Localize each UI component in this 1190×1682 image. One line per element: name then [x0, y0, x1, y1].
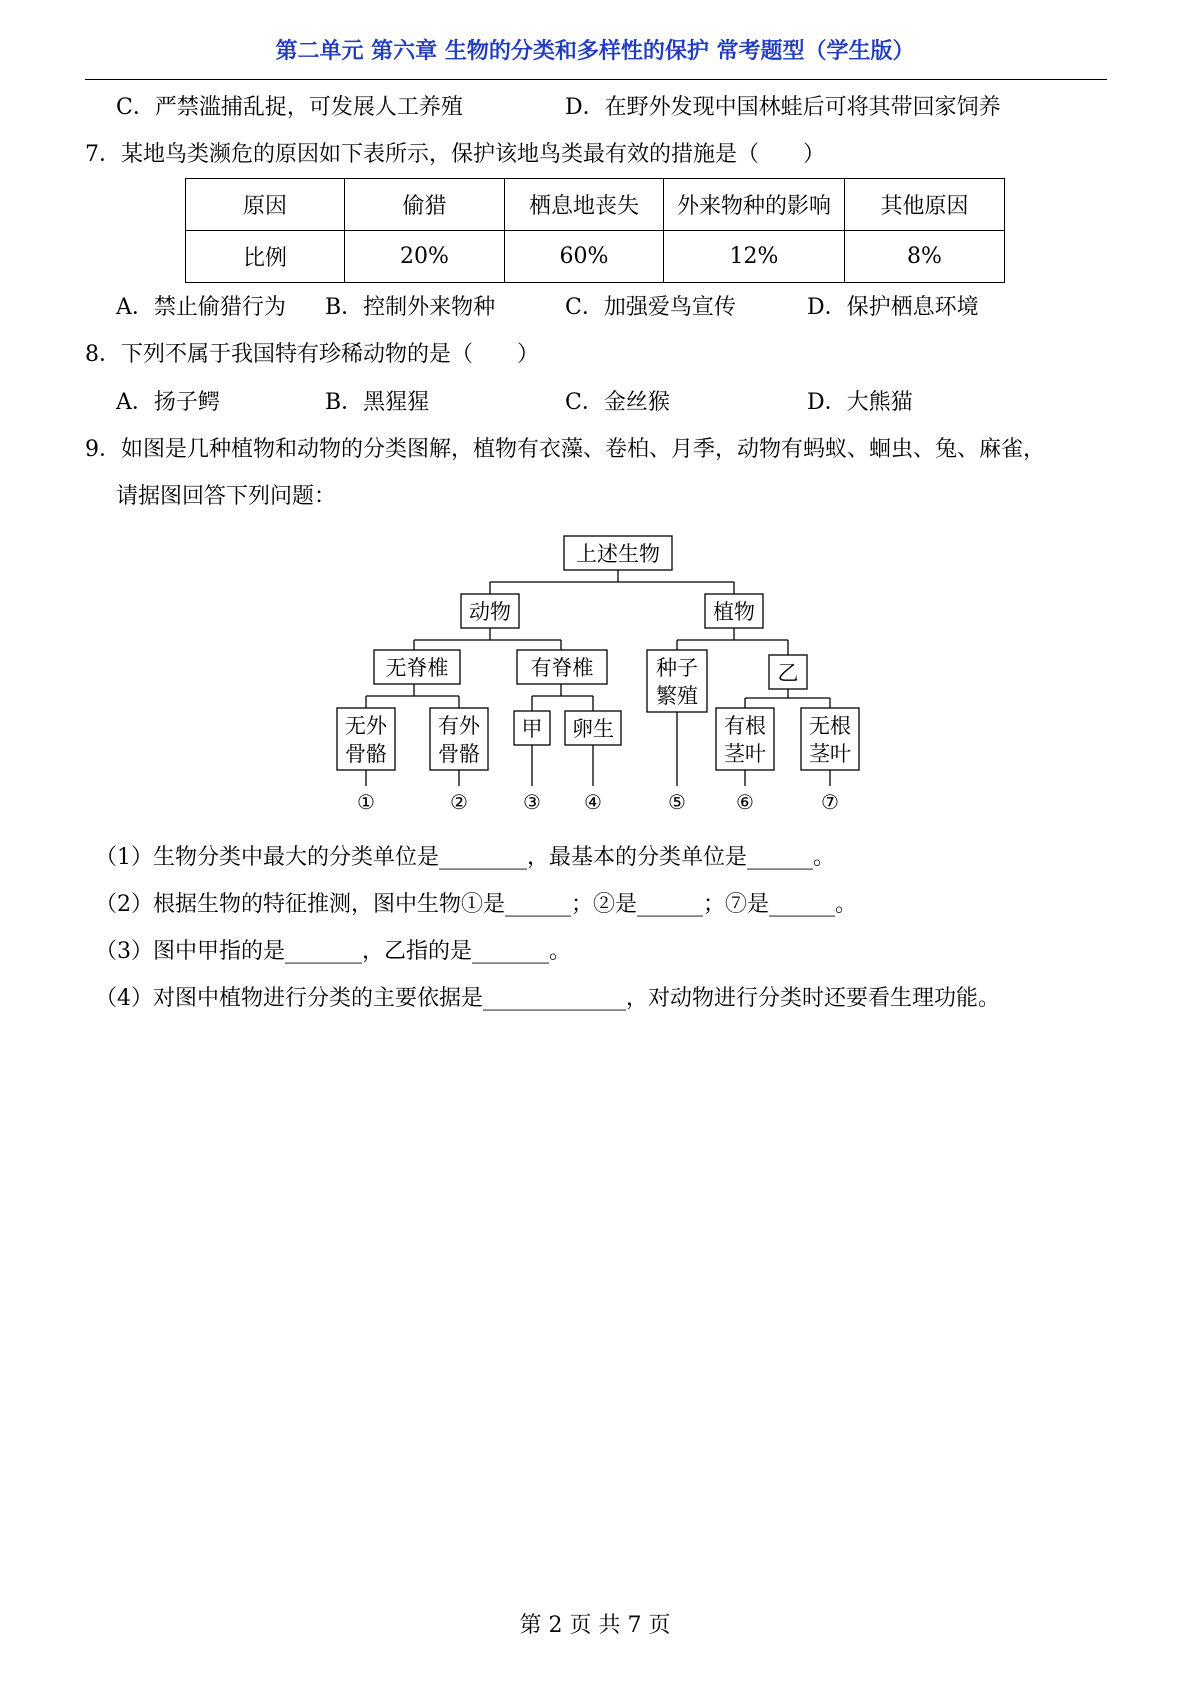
q7-option-c: C．加强爱鸟宣传 — [565, 295, 736, 320]
table-cell: 8% — [845, 231, 1005, 283]
table-header-row — [186, 179, 1005, 231]
q7-option-d: D．保护栖息环境 — [807, 295, 979, 320]
leaf-number-5: ⑤ — [668, 790, 686, 814]
table-row — [186, 231, 1005, 283]
node-exoskeleton-label-1: 有外 — [438, 714, 480, 738]
q9-sub-1: （1）生物分类中最大的分类单位是________，最基本的分类单位是______。 — [95, 845, 835, 870]
table-cell: 偷猎 — [345, 179, 505, 231]
q9-sub-3: （3）图中甲指的是_______，乙指的是_______。 — [95, 939, 571, 964]
table-cell: 外来物种的影响 — [664, 179, 845, 231]
q9-stem-line2: 请据图回答下列问题： — [116, 484, 337, 509]
node-no-root-stem-leaf-label-2: 茎叶 — [809, 742, 851, 766]
table-cell: 60% — [505, 231, 664, 283]
page-footer: 第 2 页 共 7 页 — [519, 1613, 671, 1638]
leaf-number-1: ① — [357, 790, 375, 814]
node-root-stem-leaf-label-2: 茎叶 — [724, 742, 766, 766]
q6-option-c: C．严禁滥捕乱捉，可发展人工养殖 — [116, 95, 463, 120]
node-exoskeleton-label-2: 骨骼 — [438, 742, 480, 766]
node-oviparous-label: 卵生 — [572, 717, 614, 741]
node-seed-label-2: 繁殖 — [656, 684, 698, 708]
node-root-stem-leaf-label-1: 有根 — [724, 714, 766, 738]
table-cell: 栖息地丧失 — [505, 179, 664, 231]
table-cell: 比例 — [186, 231, 345, 283]
node-vertebrate-label: 有脊椎 — [530, 656, 594, 680]
header-divider — [85, 79, 1107, 80]
node-jia-label: 甲 — [521, 717, 543, 741]
q8-option-a: A．扬子鳄 — [116, 390, 220, 415]
node-root-label: 上述生物 — [576, 542, 660, 566]
node-plant-label: 植物 — [713, 600, 755, 624]
node-no-root-stem-leaf-label-1: 无根 — [809, 714, 851, 738]
node-animal-label: 动物 — [469, 600, 511, 624]
page-header-title: 第二单元 第六章 生物的分类和多样性的保护 常考题型（学生版） — [275, 39, 915, 64]
q8-option-b: B．黑猩猩 — [325, 390, 430, 415]
classification-tree-diagram — [320, 530, 880, 830]
table-cell: 20% — [345, 231, 505, 283]
leaf-number-2: ② — [450, 790, 468, 814]
leaf-number-6: ⑥ — [736, 790, 754, 814]
node-no-exoskeleton-label-1: 无外 — [345, 714, 387, 738]
leaf-number-7: ⑦ — [821, 790, 839, 814]
q8-option-c: C．金丝猴 — [565, 390, 670, 415]
q7-stem: 7．某地鸟类濒危的原因如下表所示，保护该地鸟类最有效的措施是（ ） — [85, 142, 825, 167]
leaf-number-4: ④ — [584, 790, 602, 814]
q7-option-a: A．禁止偷猎行为 — [116, 295, 286, 320]
q9-sub-2: （2）根据生物的特征推测，图中生物①是______；②是______；⑦是______。 — [95, 892, 857, 917]
q8-stem: 8．下列不属于我国特有珍稀动物的是（ ） — [85, 342, 539, 367]
node-yi-label: 乙 — [777, 661, 799, 685]
leaf-number-3: ③ — [523, 790, 541, 814]
table-cell: 12% — [664, 231, 845, 283]
node-seed-label-1: 种子 — [656, 656, 698, 680]
q7-reason-table — [185, 178, 1005, 283]
q9-sub-4: （4）对图中植物进行分类的主要依据是_____________，对动物进行分类时还要看生理功能。 — [95, 986, 1000, 1011]
q7-option-b: B．控制外来物种 — [325, 295, 496, 320]
table-cell: 原因 — [186, 179, 345, 231]
node-no-exoskeleton-label-2: 骨骼 — [345, 742, 387, 766]
q6-option-d: D．在野外发现中国林蛙后可将其带回家饲养 — [565, 95, 1001, 120]
node-invertebrate-label: 无脊椎 — [385, 656, 449, 680]
table-cell: 其他原因 — [845, 179, 1005, 231]
q9-stem-line1: 9．如图是几种植物和动物的分类图解，植物有衣藻、卷柏、月季，动物有蚂蚁、蛔虫、兔、麻雀， — [85, 437, 1046, 462]
q8-option-d: D．大熊猫 — [807, 390, 913, 415]
